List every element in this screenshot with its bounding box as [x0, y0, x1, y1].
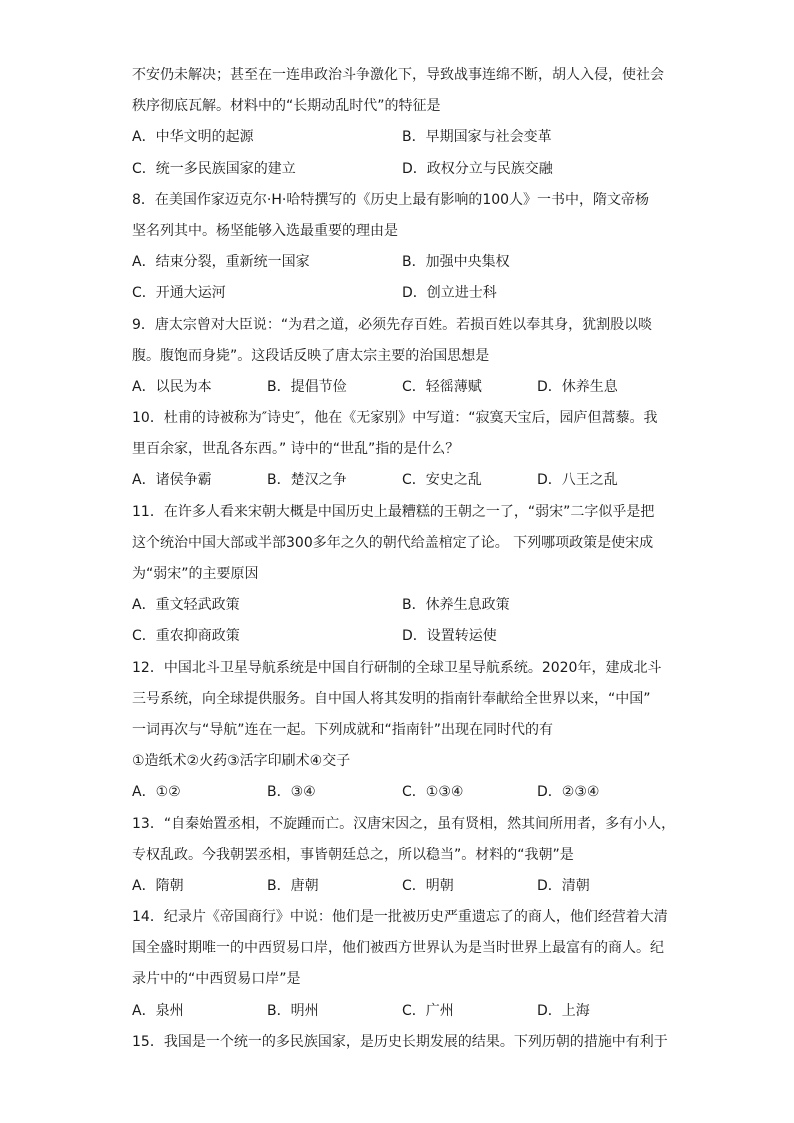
question-stem-line: 11．在许多人看来宋朝大概是中国历史上最糟糕的王朝之一了，“弱宋”二字似乎是把 — [132, 503, 655, 520]
question-stem-line: 12．中国北斗卫星导航系统是中国自行研制的全球卫星导航系统。2020年，建成北斗 — [132, 659, 662, 676]
question-8 — [132, 185, 672, 310]
option-d: D．②③④ — [537, 784, 600, 801]
option-a: A．诸侯争霸 — [132, 472, 212, 489]
option-b: B．提倡节俭 — [267, 378, 347, 395]
question-stem-line: 8．在美国作家迈克尔·H·哈特撰写的《历史上最有影响的100人》一书中，隋文帝杨 — [132, 191, 650, 208]
options-row — [132, 247, 672, 278]
question-stem-line: 15．我国是一个统一的多民族国家，是历史长期发展的结果。下列历朝的措施中有利于 — [132, 1033, 668, 1050]
options-row — [132, 154, 672, 185]
option-c: C．明朝 — [402, 877, 454, 894]
question-7 — [132, 60, 672, 185]
question-stem-line: 14．纪录片《帝国商行》中说：他们是一批被历史严重遗忘了的商人，他们经营着大清 — [132, 909, 668, 926]
question-stem-line: 坚名列其中。杨坚能够入选最重要的理由是 — [132, 222, 398, 239]
option-b: B．唐朝 — [267, 877, 319, 894]
option-d: D．上海 — [537, 1002, 590, 1019]
question-stem-line: 9．唐太宗曾对大臣说：“为君之道，必须先存百姓。若损百姓以奉其身，犹割股以啖 — [132, 316, 653, 333]
option-b: B．楚汉之争 — [267, 472, 347, 489]
option-d: D．政权分立与民族交融 — [402, 160, 553, 177]
option-a: A．重文轻武政策 — [132, 597, 240, 614]
question-stem-line: 专权乱政。今我朝罢丞相，事皆朝廷总之，所以稳当”。材料的“我朝”是 — [132, 846, 574, 863]
question-stem-line: 不安仍未解决；甚至在一连串政治斗争激化下，导致战事连绵不断，胡人入侵，使社会 — [132, 67, 664, 83]
option-c: C．开通大运河 — [132, 285, 226, 302]
option-a: A．中华文明的起源 — [132, 129, 254, 146]
option-c: C．轻徭薄赋 — [402, 378, 482, 395]
options-row — [132, 465, 672, 496]
question-stem-line: 为“弱宋”的主要原因 — [132, 566, 259, 582]
option-d: D．清朝 — [537, 877, 590, 894]
option-d: D．八王之乱 — [537, 472, 618, 489]
question-15 — [132, 1027, 672, 1058]
option-d: D．休养生息 — [537, 378, 618, 395]
question-stem-line: 三号系统，向全球提供服务。自中国人将其发明的指南针奉献给全世界以来，“中国” — [132, 690, 651, 707]
question-12 — [132, 653, 672, 809]
option-b: B．明州 — [267, 1002, 319, 1019]
question-9 — [132, 310, 672, 404]
question-stem-line: 录片中的“中西贸易口岸”是 — [132, 971, 301, 988]
options-row — [132, 871, 672, 902]
options-row — [132, 996, 672, 1027]
option-c: C．广州 — [402, 1002, 454, 1019]
option-b: B．休养生息政策 — [402, 597, 510, 614]
question-14 — [132, 902, 672, 1027]
option-a: A．①② — [132, 784, 181, 801]
option-d: D．设置转运使 — [402, 628, 497, 645]
option-a: A．以民为本 — [132, 378, 212, 395]
options-row — [132, 777, 672, 808]
question-stem-line: ①造纸术②火药③活字印刷术④交子 — [132, 753, 351, 770]
option-a: A．结束分裂，重新统一国家 — [132, 254, 310, 271]
option-b: B．早期国家与社会变革 — [402, 129, 552, 146]
question-stem-line: 秩序彻底瓦解。材料中的“长期动乱时代”的特征是 — [132, 98, 441, 115]
options-row — [132, 590, 672, 621]
option-b: B．③④ — [267, 784, 316, 801]
question-list — [132, 60, 676, 1058]
options-row — [132, 122, 672, 153]
options-row — [132, 372, 672, 403]
options-row — [132, 278, 672, 309]
question-stem-line: 这个统治中国大部或半部300多年之久的朝代给盖棺定了论。 下列哪项政策是使宋成 — [132, 534, 654, 551]
option-b: B．加强中央集权 — [402, 254, 510, 271]
question-stem-line: 腹。腹饱而身毙”。这段话反映了唐太宗主要的治国思想是 — [132, 347, 490, 364]
option-c: C．统一多民族国家的建立 — [132, 160, 296, 177]
question-11 — [132, 497, 672, 653]
question-stem-line: 10．杜甫的诗被称为″诗史″，他在《无家别》中写道：“寂寞天宝后，园庐但蒿藜。我 — [132, 410, 658, 427]
options-row — [132, 621, 672, 652]
question-10 — [132, 403, 672, 497]
option-d: D．创立进士科 — [402, 285, 497, 302]
option-a: A．隋朝 — [132, 877, 184, 894]
option-c: C．重农抑商政策 — [132, 628, 240, 645]
question-13 — [132, 809, 676, 903]
question-stem-line: 国全盛时期唯一的中西贸易口岸，他们被西方世界认为是当时世界上最富有的商人。纪 — [132, 940, 664, 957]
question-stem-line: 一词再次与“导航”连在一起。下列成就和“指南针”出现在同时代的有 — [132, 721, 554, 738]
question-stem-line: 13．“自秦始置丞相，不旋踵而亡。汉唐宋因之，虽有贤相，然其间所用者，多有小人， — [132, 815, 676, 832]
option-a: A．泉州 — [132, 1002, 184, 1019]
option-c: C．安史之乱 — [402, 472, 482, 489]
option-c: C．①③④ — [402, 784, 464, 801]
question-stem-line: 里百余家，世乱各东西。” 诗中的“世乱”指的是什么？ — [132, 441, 460, 458]
